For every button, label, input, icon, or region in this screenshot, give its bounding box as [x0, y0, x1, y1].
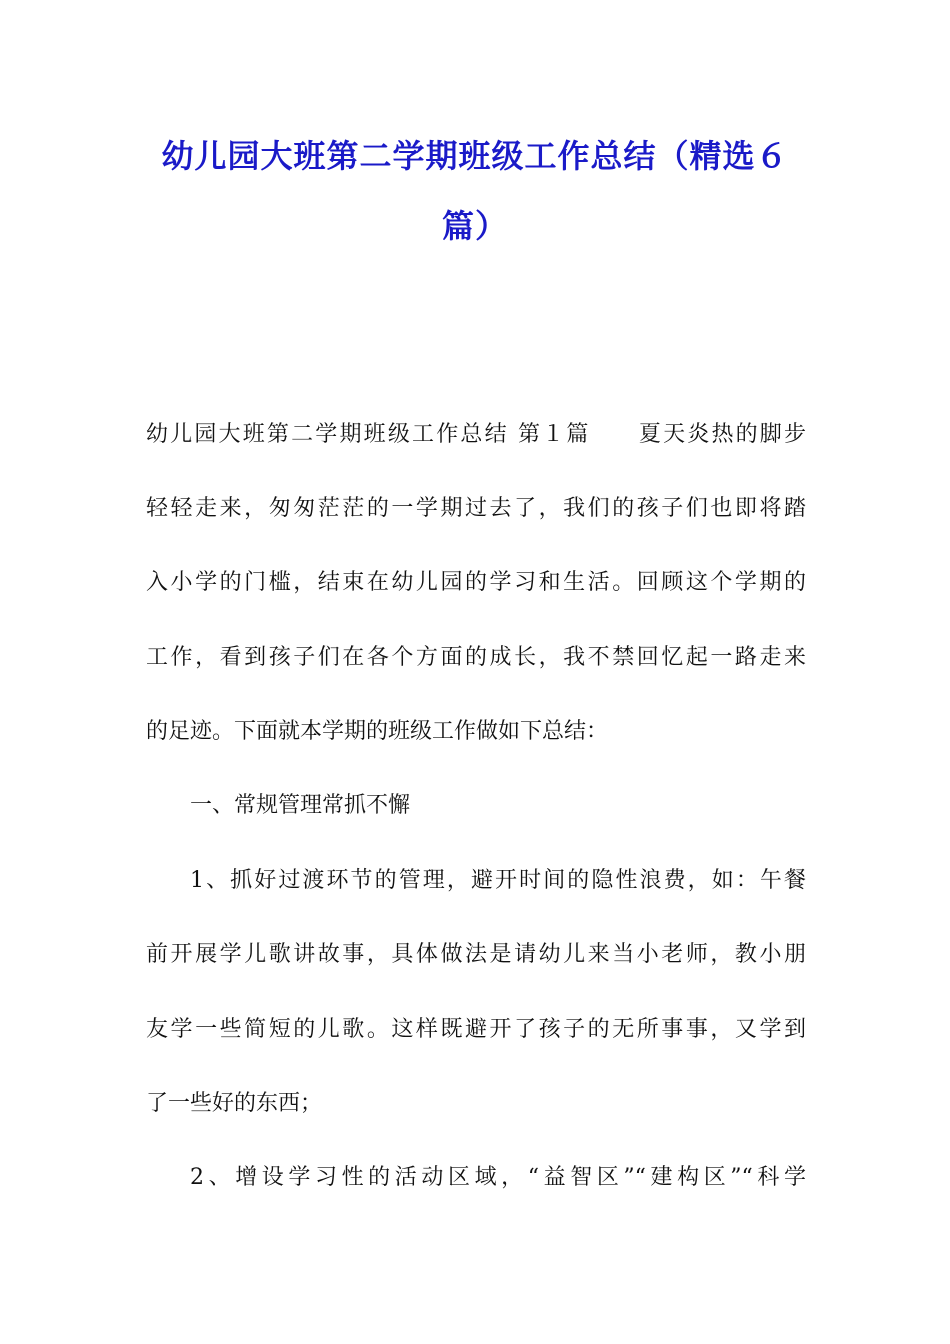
paragraph-line: 的足迹。下面就本学期的班级工作做如下总结： — [146, 719, 609, 744]
paragraph-line: 前开展学儿歌讲故事，具体做法是请幼儿来当小老师，教小朋 — [146, 942, 806, 967]
paragraph-line: 1、抓好过渡环节的管理，避开时间的隐性浪费，如：午餐 — [190, 868, 806, 893]
paragraph-line: 入小学的门槛，结束在幼儿园的学习和生活。回顾这个学期的 — [146, 570, 806, 595]
paragraph-line: 工作，看到孩子们在各个方面的成长，我不禁回忆起一路走来 — [146, 645, 806, 670]
document-title-line-1: 幼儿园大班第二学期班级工作总结（精选６ — [161, 137, 789, 175]
paragraph-line: 2、增设学习性的活动区域，“益智区”“建构区”“科学 — [190, 1165, 806, 1190]
paragraph-line: 了一些好的东西； — [146, 1091, 323, 1116]
document-title-line-2: 篇） — [441, 207, 508, 245]
paragraph-line: 幼儿园大班第二学期班级工作总结 第１篇 夏天炎热的脚步 — [146, 422, 806, 447]
paragraph-line: 轻轻走来，匆匆茫茫的一学期过去了，我们的孩子们也即将踏 — [146, 496, 806, 521]
section-heading: 一、常规管理常抓不懈 — [190, 793, 411, 818]
paragraph-line: 友学一些简短的儿歌。这样既避开了孩子的无所事事，又学到 — [146, 1017, 806, 1042]
